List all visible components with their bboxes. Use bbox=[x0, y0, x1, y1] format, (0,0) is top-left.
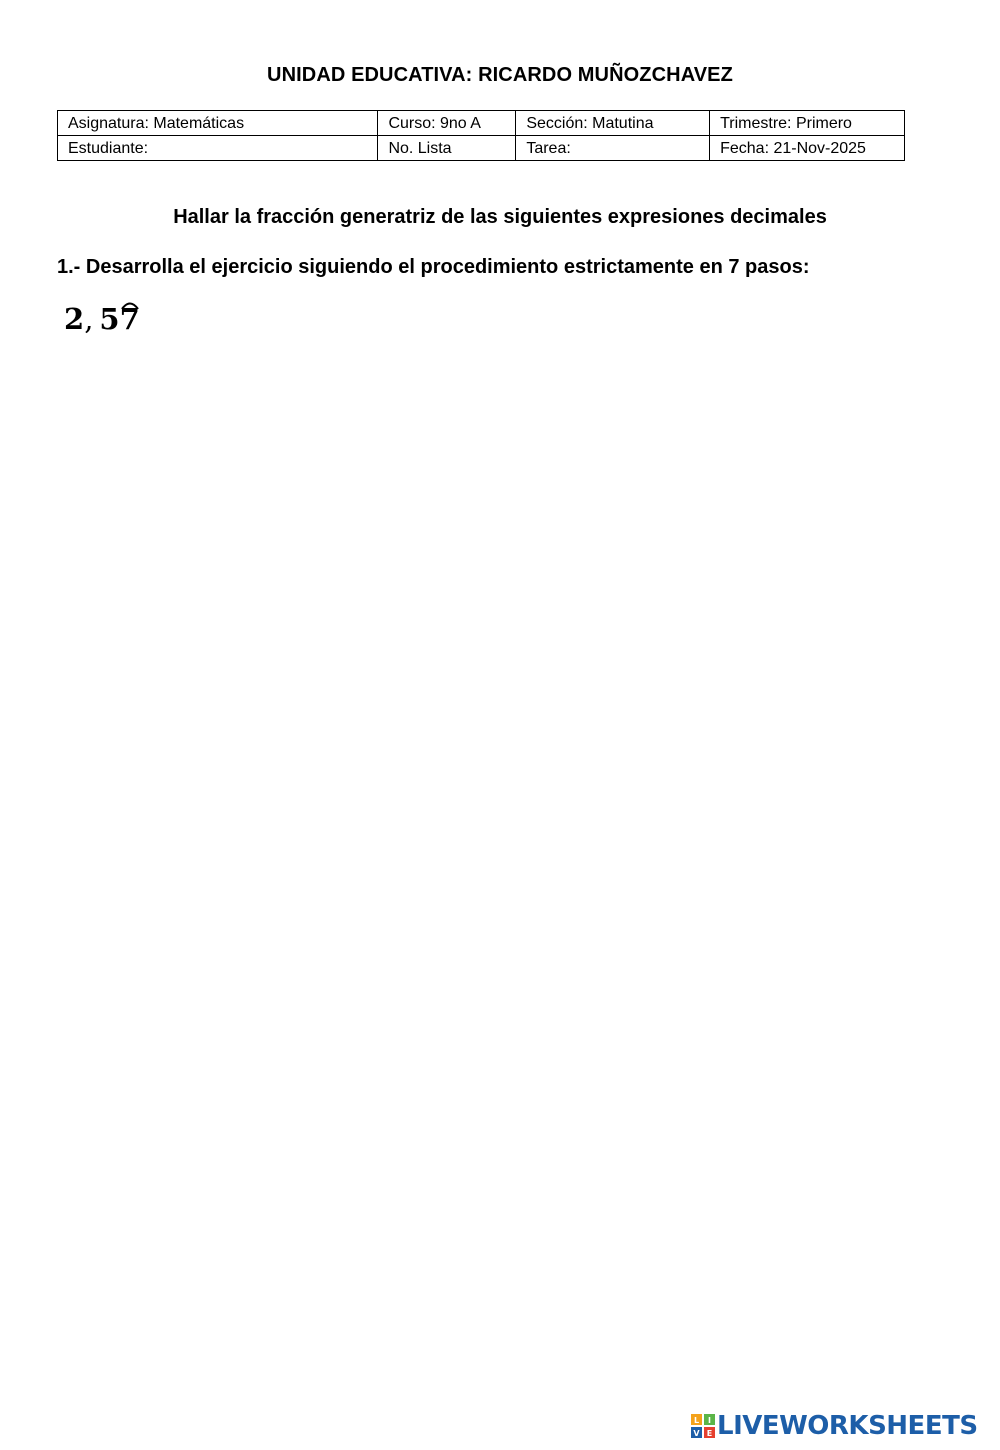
integer-part: 2 bbox=[64, 302, 85, 336]
liveworksheets-wordmark: LIVEWORKSHEETS bbox=[717, 1411, 978, 1441]
svg-text:V: V bbox=[693, 1429, 700, 1438]
svg-text:I: I bbox=[708, 1416, 711, 1425]
liveworksheets-logo-icon bbox=[691, 1414, 715, 1438]
school-title: UNIDAD EDUCATIVA: RICARDO MUÑOZCHAVEZ bbox=[267, 64, 733, 86]
subject-cell: Asignatura: Matemáticas bbox=[58, 111, 378, 136]
term-cell: Trimestre: Primero bbox=[710, 111, 905, 136]
list-number-cell: No. Lista bbox=[378, 136, 516, 161]
date-cell: Fecha: 21-Nov-2025 bbox=[710, 136, 905, 161]
info-row bbox=[58, 111, 905, 136]
repeating-digit bbox=[120, 302, 140, 336]
info-table bbox=[57, 110, 905, 161]
section-cell: Sección: Matutina bbox=[516, 111, 710, 136]
exercise-prompt: 1.- Desarrolla el ejercicio siguiendo el procedimiento estrictamente en 7 pasos: bbox=[57, 256, 810, 278]
liveworksheets-brand bbox=[691, 1410, 978, 1442]
instruction-heading: Hallar la fracción generatriz de las siguientes expresiones decimales bbox=[173, 206, 827, 228]
student-cell: Estudiante: bbox=[58, 136, 378, 161]
course-cell: Curso: 9no A bbox=[378, 111, 516, 136]
info-row bbox=[58, 136, 905, 161]
non-repeating-digits: 5 bbox=[99, 302, 120, 336]
task-cell: Tarea: bbox=[516, 136, 710, 161]
repeat-arc-icon bbox=[121, 300, 139, 310]
decimal-separator: , bbox=[84, 302, 94, 336]
svg-text:L: L bbox=[693, 1416, 700, 1425]
svg-text:E: E bbox=[706, 1429, 713, 1438]
decimal-expression bbox=[64, 302, 140, 336]
repeating-digit-value: 7 bbox=[119, 302, 140, 336]
